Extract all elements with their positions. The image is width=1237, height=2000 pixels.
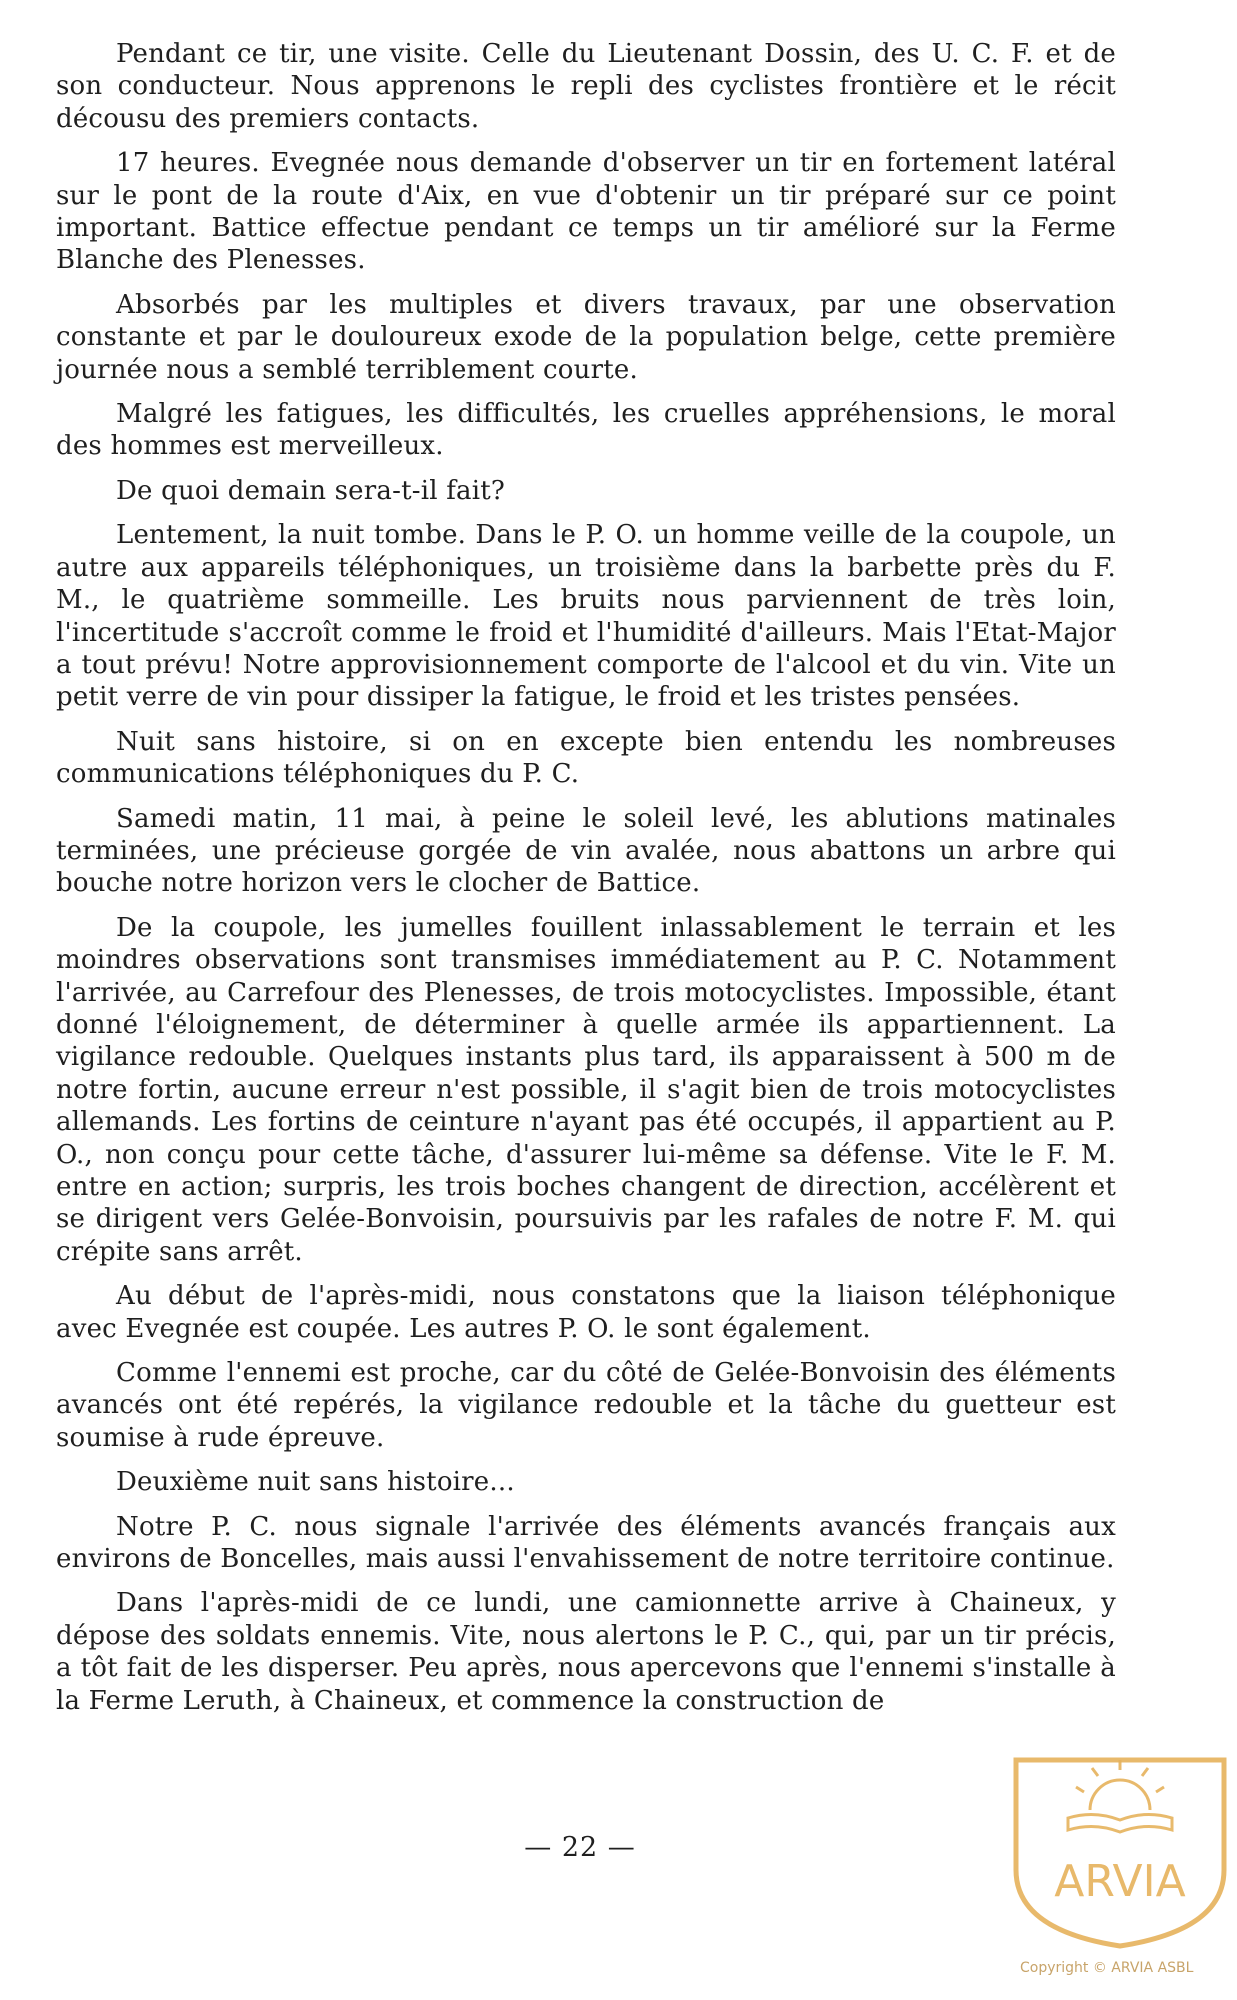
- paragraph: Nuit sans histoire, si on en excepte bien entendu les nombreuses communications téléphoniques du P. C.: [56, 726, 1116, 790]
- page-number: — 22 —: [524, 1832, 636, 1863]
- paragraph: Deuxième nuit sans histoire...: [116, 1467, 515, 1498]
- paragraph: Au début de l'après-midi, nous constatons que la liaison téléphonique avec Evegnée est coupée. Les autres P. O. le sont également.: [56, 1281, 1116, 1344]
- paragraph: Samedi matin, 11 mai, à peine le soleil levé, les ablutions matinales terminées, une précieuse gorgée de vin avalée, nous abattons un arbre qui bouche notre horizon vers le clocher de Battice.: [56, 803, 1116, 899]
- paragraph: Dans l'après-midi de ce lundi, une camionnette arrive à Chaineux, y dépose des soldats ennemis. Vite, nous alertons le P. C., qui, par un tir précis, a tôt fait de les disperser. Peu après, nous apercevons que l'ennemi s'installe à la Ferme Leruth, à Chaineux, et commence la construction de: [56, 1588, 1116, 1716]
- document-body: [56, 38, 1116, 1729]
- paragraph: De la coupole, les jumelles fouillent inlassablement le terrain et les moindres observations sont transmises immédiatement au P. C. Notamment l'arrivée, au Carrefour des Plenesses, de trois motocyclistes. Impossible, étant donné l'éloignement, de déterminer à quelle armée ils appartiennent. La vigilance redouble. Quelques instants plus tard, ils apparaissent à 500 m de notre fortin, aucune erreur n'est possible, il s'agit bien de trois motocyclistes allemands. Les fortins de ceinture n'ayant pas été occupés, il appartient au P. O., non conçu pour cette tâche, d'assurer lui-même sa défense. Vite le F. M. entre en action; surpris, les trois boches changent de direction, accélèrent et se dirigent vers Gelée-Bonvoisin, poursuivis par les rafales de notre F. M. qui crépite sans arrêt.: [56, 912, 1116, 1267]
- paragraph: Notre P. C. nous signale l'arrivée des éléments avancés français aux environs de Boncelles, mais aussi l'envahissement de notre territoire continue.: [56, 1511, 1116, 1575]
- copyright-notice: Copyright © ARVIA ASBL: [1020, 1960, 1194, 1976]
- paragraph: Pendant ce tir, une visite. Celle du Lieutenant Dossin, des U. C. F. et de son conducteur. Nous apprenons le repli des cyclistes frontière et le récit décousu des premiers contacts.: [56, 39, 1116, 134]
- paragraph: 17 heures. Evegnée nous demande d'observer un tir en fortement latéral sur le pont de la route d'Aix, en vue d'obtenir un tir préparé sur ce point important. Battice effectue pendant ce temps un tir amélioré sur la Ferme Blanche des Plenesses.: [56, 148, 1116, 276]
- paragraph: Absorbés par les multiples et divers travaux, par une observation constante et par le douloureux exode de la population belge, cette première journée nous a semblé terriblement courte.: [56, 289, 1116, 385]
- paragraph: De quoi demain sera-t-il fait?: [116, 475, 506, 506]
- watermark-text: ARVIA: [1054, 1856, 1186, 1907]
- arvia-watermark-logo: [1006, 1720, 1234, 1950]
- paragraph: Malgré les fatigues, les difficultés, les cruelles appréhensions, le moral des hommes est merveilleux.: [56, 399, 1116, 462]
- paragraph: Comme l'ennemi est proche, car du côté de Gelée-Bonvoisin des éléments avancés ont été repérés, la vigilance redouble et la tâche du guetteur est soumise à rude épreuve.: [56, 1358, 1116, 1453]
- paragraph: Lentement, la nuit tombe. Dans le P. O. un homme veille de la coupole, un autre aux appareils téléphoniques, un troisième dans la barbette près du F. M., le quatrième sommeille. Les bruits nous parviennent de très loin, l'incertitude s'accroît comme le froid et l'humidité d'ailleurs. Mais l'Etat-Major a tout prévu! Notre approvisionnement comporte de l'alcool et du vin. Vite un petit verre de vin pour dissiper la fatigue, le froid et les tristes pensées.: [56, 520, 1116, 713]
